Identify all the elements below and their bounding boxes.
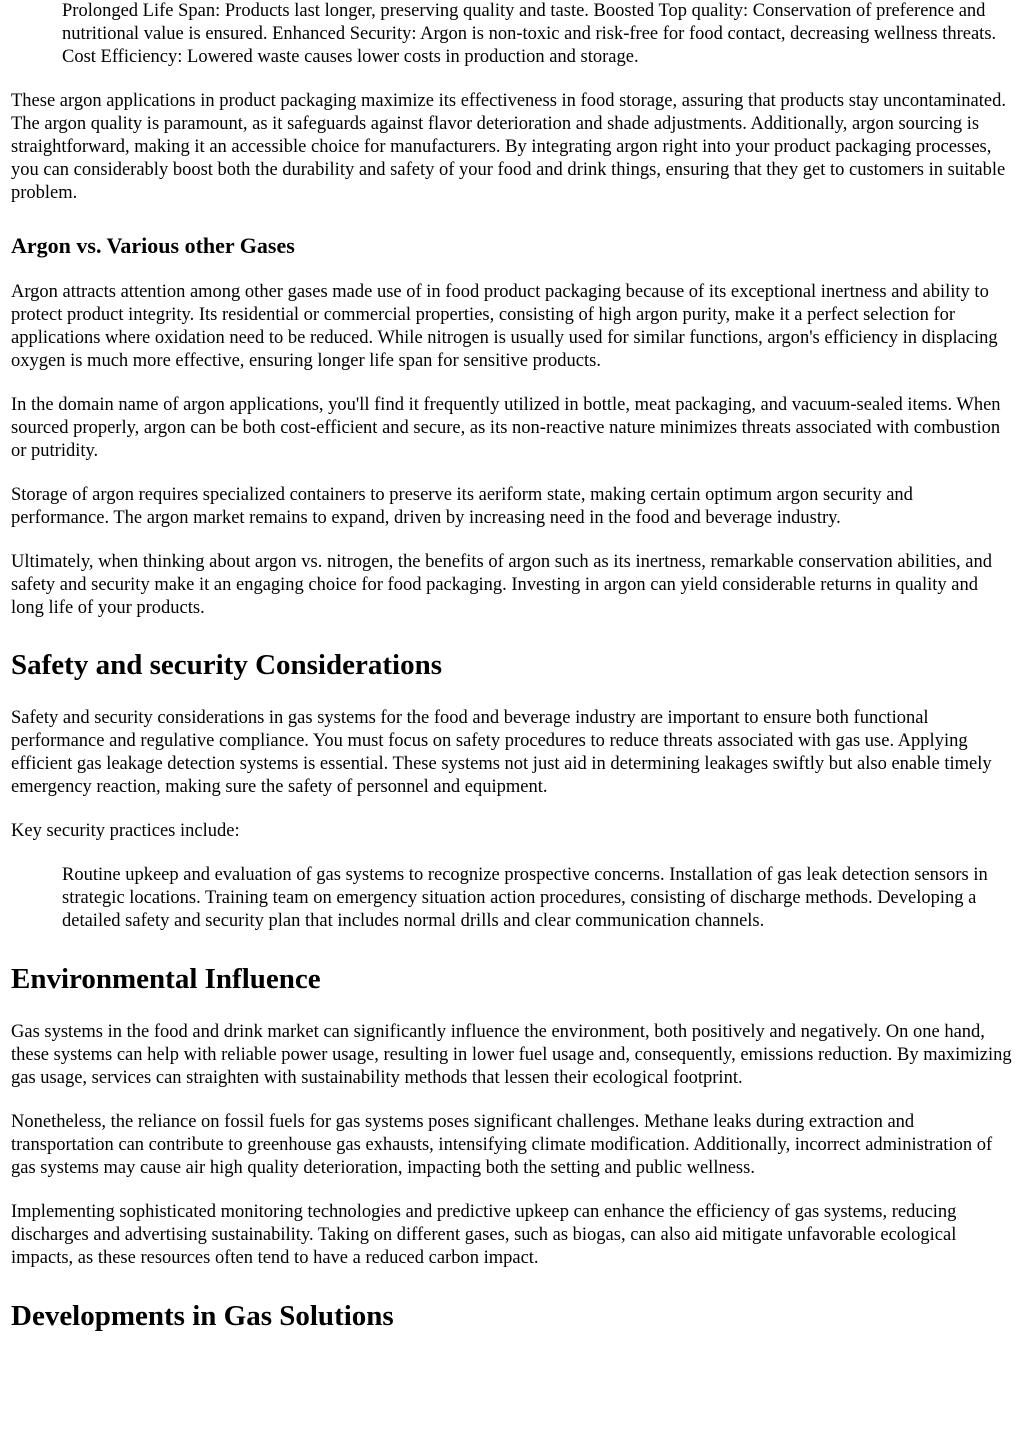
safety-practices-blockquote (11, 864, 1015, 933)
environment-paragraph-3: Implementing sophisticated monitoring technologies and predictive upkeep can enhance the efficiency of gas systems, reducing discharges and advertising sustainability. Taking on different gases, such as biogas, can also aid mitigate unfavorable ecological impacts, as these resources often tend to have a reduced carbon impact. (11, 1202, 957, 1268)
heading-environment: Environmental Influence (11, 963, 321, 995)
argon-paragraph-1: Argon attracts attention among other gases made use of in food product packaging because of its exceptional inertness and ability to protect product integrity. Its residential or commercial properties, consisting of high argon purity, make it a perfect selection for applications where oxidation need to be reduced. While nitrogen is usually used for similar functions, argon's efficiency in displacing oxygen is much more effective, ensuring longer life span for sensitive products. (11, 282, 998, 371)
heading-argon-vs-gases: Argon vs. Various other Gases (11, 233, 295, 258)
intro-paragraph: These argon applications in product packaging maximize its effectiveness in food storage, assuring that products stay uncontaminated. The argon quality is paramount, as it safeguards against flavor deterioration and shade adjustments. Additionally, argon sourcing is straightforward, making it an accessible choice for manufacturers. By integrating argon right into your product packaging processes, you can considerably boost both the durability and safety of your food and drink things, ensuring that they get to customers in suitable problem. (11, 91, 1006, 203)
benefits-blockquote (11, 0, 1015, 69)
safety-practices-text: Routine upkeep and evaluation of gas systems to recognize prospective concerns. Installation of gas leak detection sensors in strategic locations. Training team on emergency situation action procedures, consisting of discharge methods. Developing a detailed safety and security plan that includes normal drills and clear communication channels. (62, 865, 988, 931)
argon-paragraph-2: In the domain name of argon applications, you'll find it frequently utilized in bottle, meat packaging, and vacuum-sealed items. When sourced properly, argon can be both cost-efficient and secure, as its non-reactive nature minimizes threats associated with combustion or putridity. (11, 395, 1001, 461)
benefits-text: Prolonged Life Span: Products last longer, preserving quality and taste. Boosted Top quality: Conservation of preference and nutritional value is ensured. Enhanced Security: Argon is non-toxic and risk-free for food contact, decreasing wellness threats. Cost Efficiency: Lowered waste causes lower costs in production and storage. (62, 1, 997, 67)
environment-paragraph-2: Nonetheless, the reliance on fossil fuels for gas systems poses significant challenges. Methane leaks during extraction and transportation can contribute to greenhouse gas exhausts, intensifying climate modification. Additionally, incorrect administration of gas systems may cause air high quality deterioration, impacting both the setting and public wellness. (11, 1112, 993, 1178)
heading-developments: Developments in Gas Solutions (11, 1300, 394, 1332)
environment-paragraph-1: Gas systems in the food and drink market can significantly influence the environment, both positively and negatively. On one hand, these systems can help with reliable power usage, resulting in lower fuel usage and, consequently, emissions reduction. By maximizing gas usage, services can straighten with sustainability methods that lessen their ecological footprint. (11, 1022, 1012, 1088)
heading-safety: Safety and security Considerations (11, 649, 442, 681)
safety-paragraph-1: Safety and security considerations in gas systems for the food and beverage industry are important to ensure both functional performance and regulative compliance. You must focus on safety procedures to reduce threats associated with gas use. Applying efficient gas leakage detection systems is essential. These systems not just aid in determining leakages swiftly but also enable timely emergency reaction, making sure the safety of personnel and equipment. (11, 708, 992, 797)
argon-paragraph-3: Storage of argon requires specialized containers to preserve its aeriform state, making certain optimum argon security and performance. The argon market remains to expand, driven by increasing need in the food and beverage industry. (11, 485, 913, 528)
argon-paragraph-4: Ultimately, when thinking about argon vs. nitrogen, the benefits of argon such as its inertness, remarkable conservation abilities, and safety and security make it an engaging choice for food packaging. Investing in argon can yield considerable returns in quality and long life of your products. (11, 552, 992, 618)
safety-paragraph-2: Key security practices include: (11, 821, 240, 841)
